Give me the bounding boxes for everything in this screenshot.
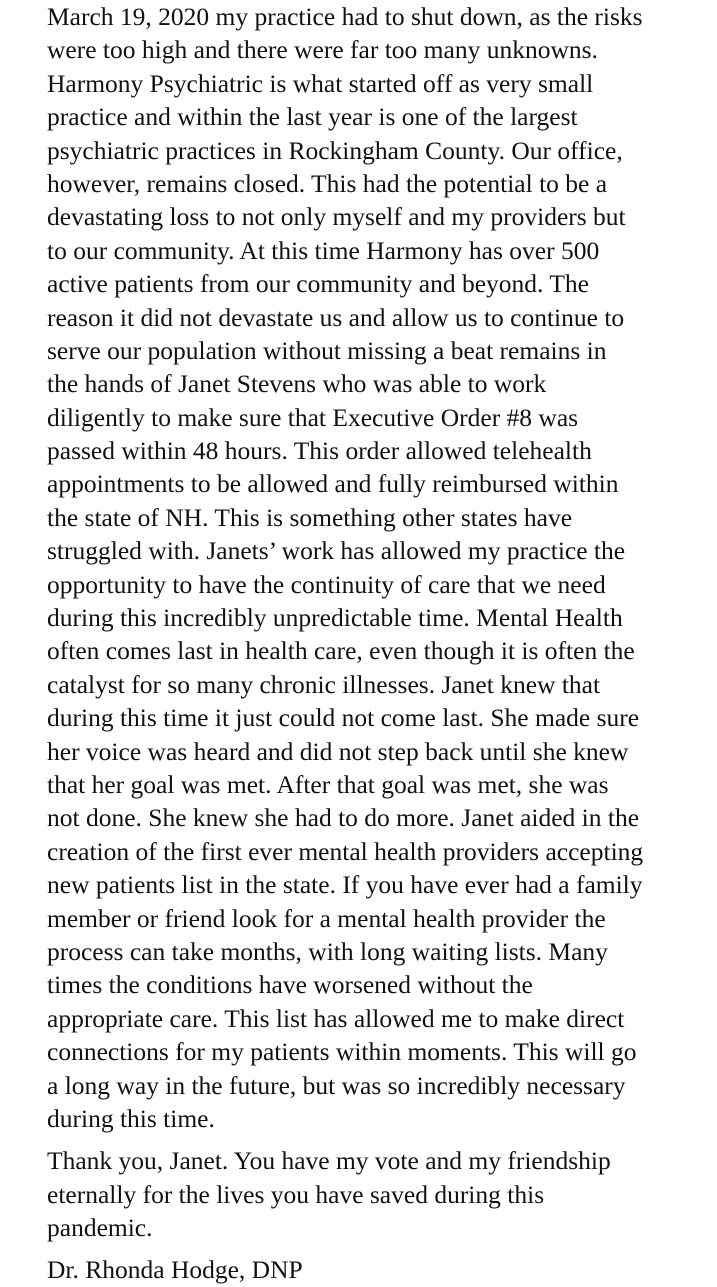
text-line: passed within 48 hours. This order allowed telehealth xyxy=(47,436,592,466)
text-line: devastating loss to not only myself and my providers but xyxy=(47,202,626,232)
text-line: practice and within the last year is one of the largest xyxy=(47,102,578,132)
text-line: process can take months, with long waiting lists. Many xyxy=(47,936,608,966)
text-line: times the conditions have worsened without the xyxy=(47,970,533,1000)
text-line: during this time it just could not come last. She made sure xyxy=(47,703,640,733)
signature-paragraph xyxy=(47,1253,712,1286)
text-line: opportunity to have the continuity of care that we need xyxy=(47,569,606,599)
text-line: a long way in the future, but was so incredibly necessary xyxy=(47,1070,626,1100)
text-line: to our community. At this time Harmony has over 500 xyxy=(47,235,600,265)
text-line: psychiatric practices in Rockingham County. Our office, xyxy=(47,135,623,165)
text-line: reason it did not devastate us and allow us to continue to xyxy=(47,302,625,332)
text-line: new patients list in the state. If you have ever had a family xyxy=(47,870,643,900)
text-line: pandemic. xyxy=(47,1213,153,1243)
signature: Dr. Rhonda Hodge, DNP xyxy=(47,1255,303,1285)
text-line: active patients from our community and beyond. The xyxy=(47,269,589,299)
text-line: catalyst for so many chronic illnesses. Janet knew that xyxy=(47,669,601,699)
text-line: during this time. xyxy=(47,1103,215,1133)
paragraph-gap xyxy=(47,1135,712,1144)
text-line: Thank you, Janet. You have my vote and my friendship xyxy=(47,1146,611,1176)
paragraph-gap xyxy=(47,1244,712,1253)
text-line: Harmony Psychiatric is what started off as very small xyxy=(47,68,594,98)
body-paragraph xyxy=(47,0,712,1135)
text-line: not done. She knew she had to do more. Janet aided in the xyxy=(47,803,640,833)
text-line: member or friend look for a mental health provider the xyxy=(47,903,606,933)
text-line: connections for my patients within moments. This will go xyxy=(47,1037,637,1067)
text-line: that her goal was met. After that goal was met, she was xyxy=(47,769,609,799)
text-line: serve our population without missing a beat remains in xyxy=(47,335,607,365)
letter-text xyxy=(47,0,712,1287)
text-line: during this incredibly unpredictable time. Mental Health xyxy=(47,603,623,633)
text-line: however, remains closed. This had the potential to be a xyxy=(47,168,608,198)
text-line: eternally for the lives you have saved during this xyxy=(47,1179,545,1209)
text-line: her voice was heard and did not step back until she knew xyxy=(47,736,629,766)
text-line: creation of the first ever mental health providers accepting xyxy=(47,836,644,866)
text-line: appropriate care. This list has allowed me to make direct xyxy=(47,1003,625,1033)
text-line: appointments to be allowed and fully reimbursed within xyxy=(47,469,619,499)
text-line: diligently to make sure that Executive Order #8 was xyxy=(47,402,579,432)
text-line: March 19, 2020 my practice had to shut down, as the risks xyxy=(47,2,643,31)
text-line: the state of NH. This is something other states have xyxy=(47,502,573,532)
text-line: were too high and there were far too many unknowns. xyxy=(47,35,598,65)
text-line: struggled with. Janets’ work has allowed my practice the xyxy=(47,536,626,566)
thanks-paragraph xyxy=(47,1144,712,1244)
text-line: the hands of Janet Stevens who was able to work xyxy=(47,369,547,399)
text-line: often comes last in health care, even though it is often the xyxy=(47,636,635,666)
